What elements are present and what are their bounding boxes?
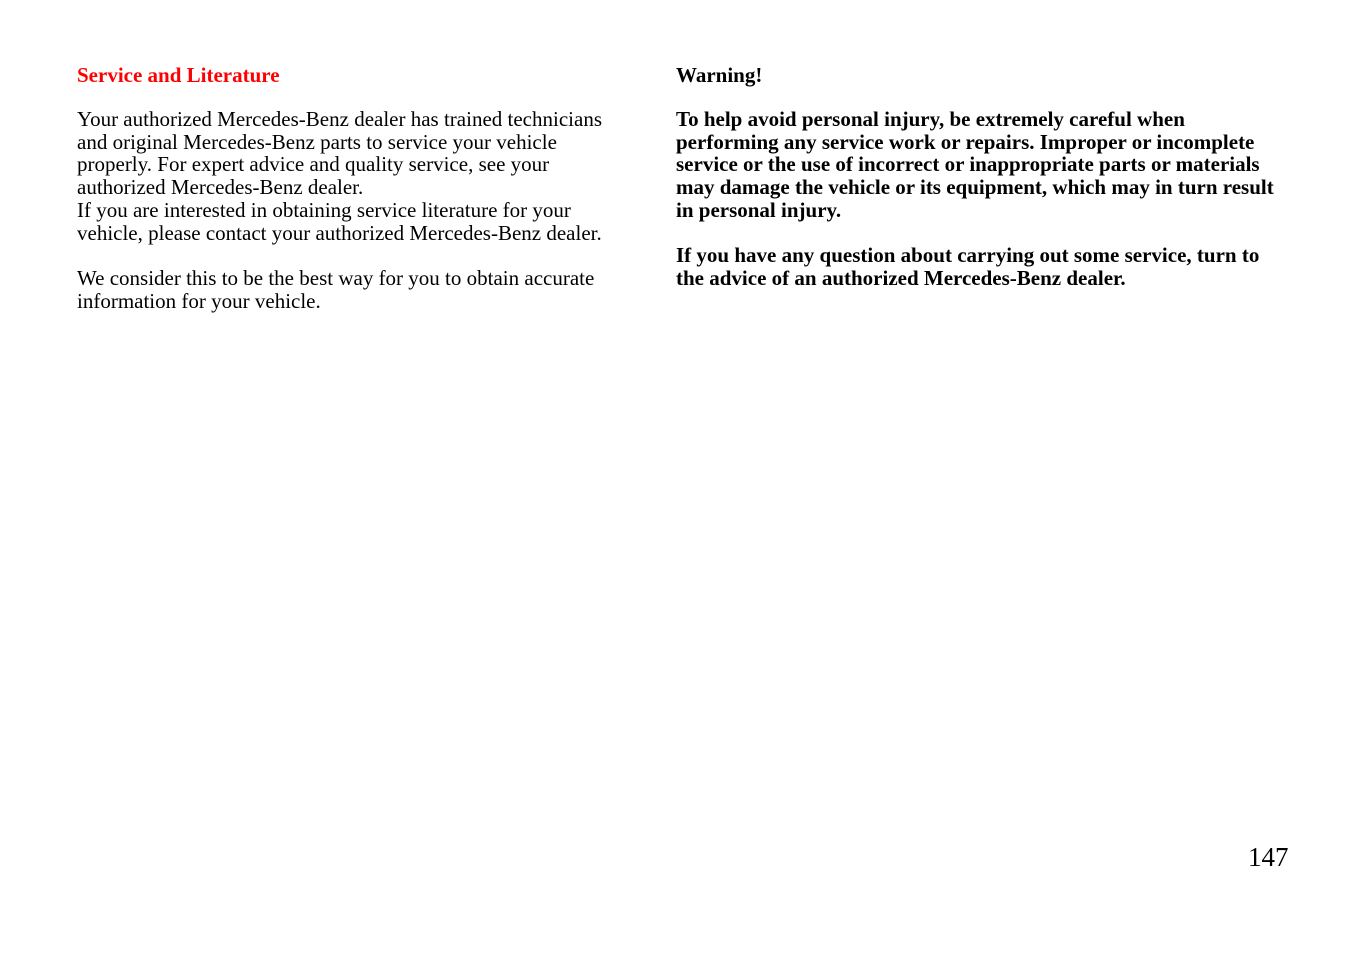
page-number: 147 — [1248, 842, 1289, 872]
service-literature-section — [77, 62, 622, 312]
warning-advice-paragraph: If you have any question about carrying out some service, turn to the advice of an authorized Mercedes-Benz dealer. — [676, 243, 1260, 290]
warning-heading: Warning! — [676, 63, 763, 87]
spacer — [77, 244, 622, 267]
best-way-paragraph: We consider this to be the best way for you to obtain accurate information for your vehicle. — [77, 265, 595, 313]
spacer — [77, 88, 622, 108]
spacer — [676, 88, 1276, 108]
warning-injury-paragraph: To help avoid personal injury, be extremely careful when performing any service work or repairs. Improper or incomplete service or the use of incorrect or inappropriate parts or materials may damage the vehicle or its equipment, which may in turn result in personal injury. — [676, 107, 1274, 222]
section-heading: Service and Literature — [77, 63, 280, 87]
warning-section — [676, 62, 1276, 290]
literature-paragraph: If you are interested in obtaining service literature for your vehicle, please contact your authorized Mercedes-Benz dealer. — [77, 197, 602, 245]
dealer-service-paragraph: Your authorized Mercedes-Benz dealer has trained technicians and original Mercedes-Benz parts to service your vehicle properly. For expert advice and quality service, see your authorized Mercedes-Benz dealer. — [77, 107, 602, 200]
spacer — [676, 222, 1276, 245]
